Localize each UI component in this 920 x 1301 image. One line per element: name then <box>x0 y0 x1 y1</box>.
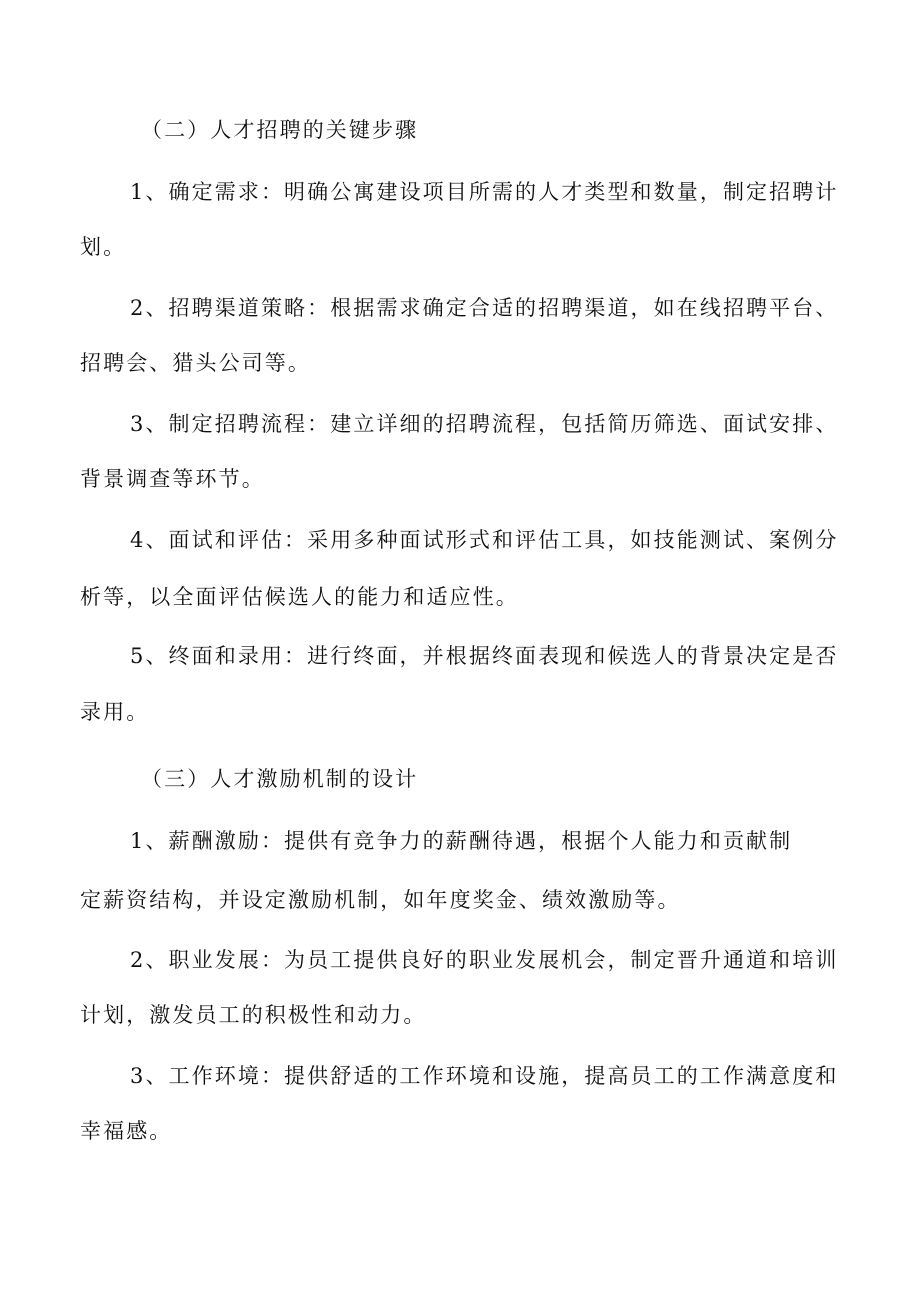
paragraph-line: 5、终面和录用：进行终面，并根据终面表现和候选人的背景决定是否 <box>130 644 839 668</box>
paragraph-line: 背景调查等环节。 <box>80 467 265 491</box>
paragraph-line: 1、确定需求：明确公寓建设项目所需的人才类型和数量，制定招聘计 <box>130 180 839 204</box>
paragraph-line: 定薪资结构，并设定激励机制，如年度奖金、绩效激励等。 <box>80 888 681 912</box>
paragraph-line: 计划，激发员工的积极性和动力。 <box>80 1003 427 1027</box>
paragraph-line: 录用。 <box>80 700 150 724</box>
paragraph-line: 1、薪酬激励：提供有竞争力的薪酬待遇，根据个人能力和贡献制 <box>130 829 793 853</box>
paragraph-line: 3、工作环境：提供舒适的工作环境和设施，提高员工的工作满意度和 <box>130 1064 839 1088</box>
paragraph-line: 划。 <box>80 235 127 259</box>
paragraph-line: 招聘会、猎头公司等。 <box>80 351 311 375</box>
paragraph-line: 2、招聘渠道策略：根据需求确定合适的招聘渠道，如在线招聘平台、 <box>130 296 839 320</box>
paragraph-line: 幸福感。 <box>80 1119 173 1143</box>
section-heading: （三）人才激励机制的设计 <box>141 767 419 791</box>
paragraph-line: 4、面试和评估：采用多种面试形式和评估工具，如技能测试、案例分 <box>130 528 839 552</box>
section-heading: （二）人才招聘的关键步骤 <box>141 118 419 142</box>
paragraph-line: 2、职业发展：为员工提供良好的职业发展机会，制定晋升通道和培训 <box>130 948 839 972</box>
paragraph-line: 析等，以全面评估候选人的能力和适应性。 <box>80 585 519 609</box>
paragraph-line: 3、制定招聘流程：建立详细的招聘流程，包括简历筛选、面试安排、 <box>130 412 839 436</box>
